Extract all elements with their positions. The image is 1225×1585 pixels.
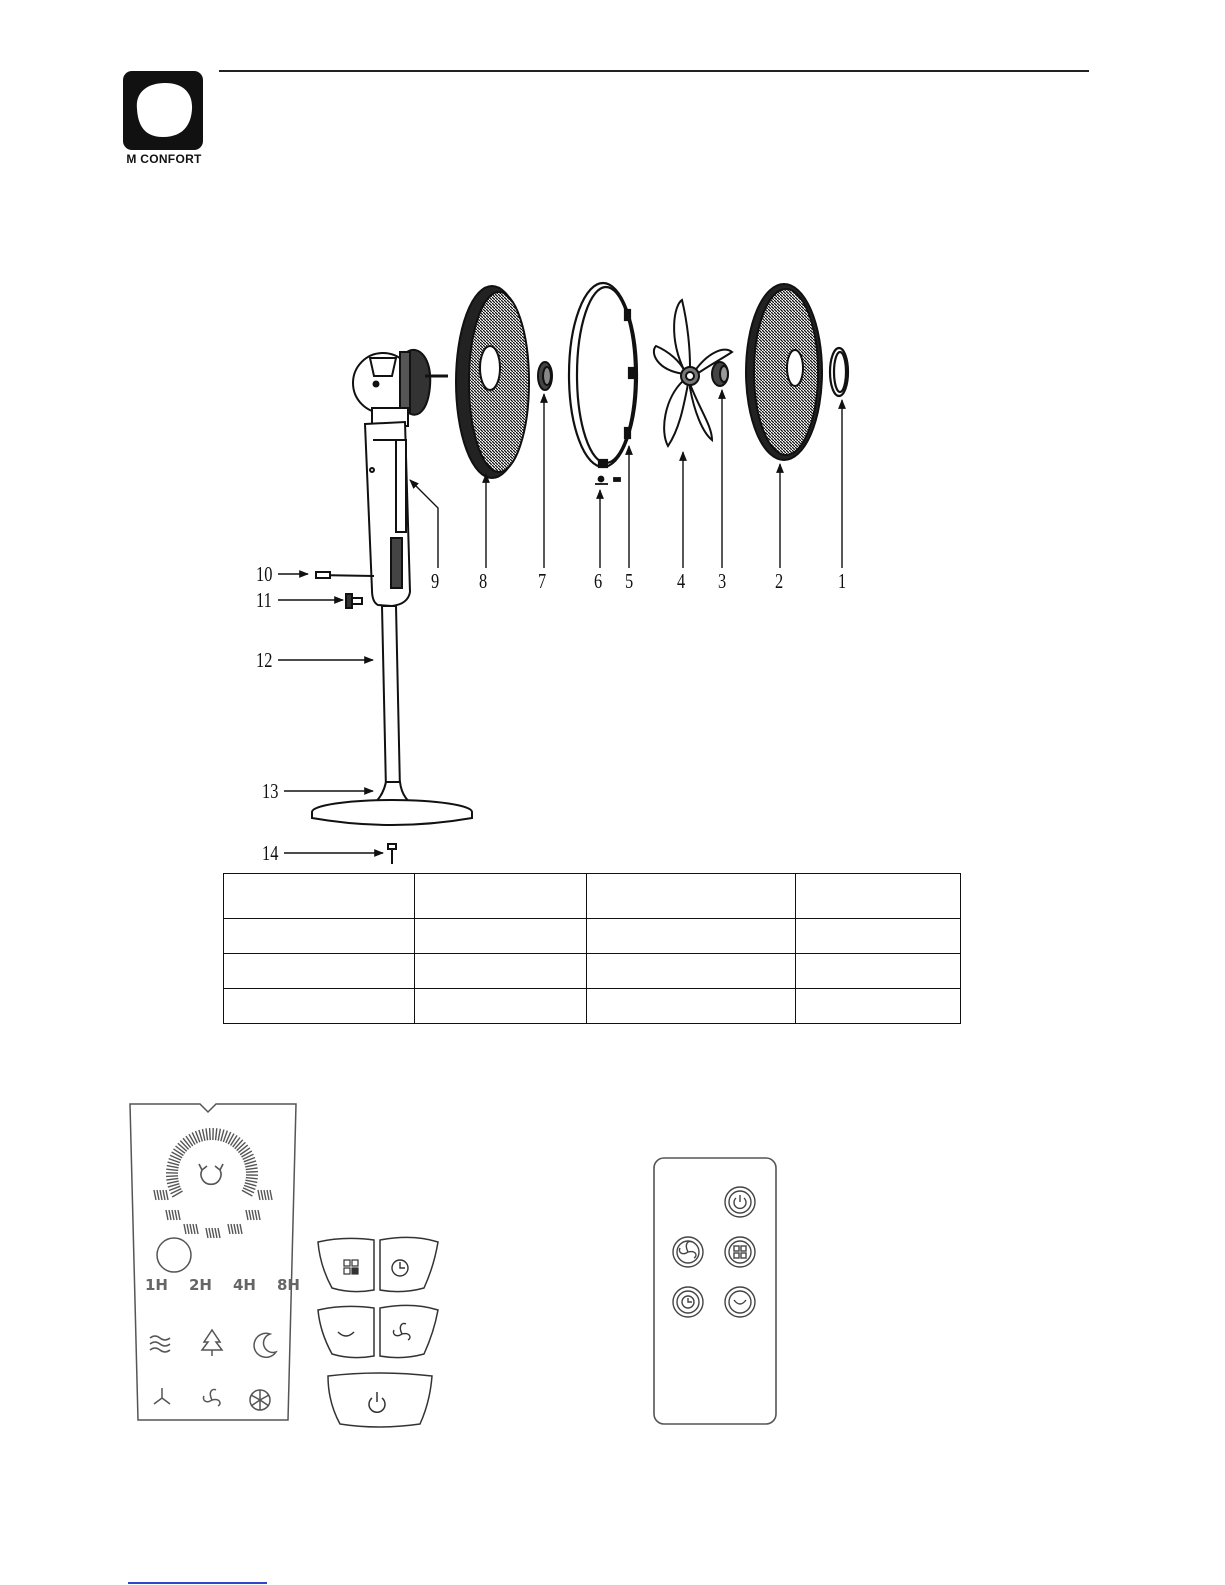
mode-button[interactable] bbox=[318, 1238, 374, 1291]
timer-1h[interactable]: 1H bbox=[145, 1276, 168, 1294]
callout-2: 2 bbox=[775, 569, 784, 593]
table-cell bbox=[415, 954, 587, 989]
remote-timer-button[interactable] bbox=[673, 1287, 703, 1317]
callout-3: 3 bbox=[718, 569, 727, 593]
table-cell bbox=[224, 919, 415, 954]
callout-11: 11 bbox=[256, 588, 272, 612]
table-cell bbox=[587, 989, 796, 1024]
callout-13: 13 bbox=[262, 779, 279, 803]
grill-ring bbox=[569, 283, 637, 467]
table-cell bbox=[415, 919, 587, 954]
table-row bbox=[224, 954, 961, 989]
brand-name: M CONFORT bbox=[126, 152, 202, 166]
remote-oscillate-button[interactable] bbox=[725, 1287, 755, 1317]
timer-labels bbox=[145, 1276, 300, 1294]
callout-1: 1 bbox=[838, 569, 847, 593]
dial-tick bbox=[246, 1172, 258, 1173]
table-cell bbox=[224, 954, 415, 989]
callout-7: 7 bbox=[538, 569, 547, 593]
base bbox=[312, 782, 472, 825]
pole bbox=[382, 606, 400, 790]
blade-nut bbox=[712, 362, 728, 386]
parts-table bbox=[223, 873, 961, 1024]
base-screw bbox=[388, 844, 396, 864]
table-row bbox=[224, 989, 961, 1024]
callout-5: 5 bbox=[625, 569, 634, 593]
tilt-knob bbox=[346, 594, 362, 608]
callout-6: 6 bbox=[594, 569, 603, 593]
timer-4h[interactable]: 4H bbox=[233, 1276, 256, 1294]
front-badge bbox=[830, 348, 848, 396]
table-cell bbox=[796, 919, 961, 954]
footer-link-underline bbox=[128, 1582, 267, 1584]
callout-10: 10 bbox=[256, 562, 273, 586]
grill-nut bbox=[538, 362, 552, 390]
callout-4: 4 bbox=[677, 569, 686, 593]
remote-power-button[interactable] bbox=[725, 1187, 755, 1217]
dial-tick bbox=[210, 1128, 211, 1140]
remote-speed-button[interactable] bbox=[673, 1237, 703, 1267]
callout-8: 8 bbox=[479, 569, 488, 593]
oscillate-button[interactable] bbox=[318, 1306, 374, 1357]
remote-control bbox=[652, 1156, 780, 1428]
remote-mode-button[interactable] bbox=[725, 1237, 755, 1267]
table-cell bbox=[587, 919, 796, 954]
table-cell bbox=[587, 874, 796, 919]
control-panel bbox=[120, 1098, 310, 1428]
upper-column bbox=[365, 422, 410, 606]
table-cell bbox=[796, 989, 961, 1024]
ring-clip bbox=[595, 477, 620, 485]
table-row bbox=[224, 919, 961, 954]
callout-14: 14 bbox=[262, 841, 279, 865]
timer-button[interactable] bbox=[380, 1237, 438, 1291]
power-button[interactable] bbox=[328, 1373, 432, 1427]
table-cell bbox=[587, 954, 796, 989]
button-pad bbox=[314, 1232, 444, 1432]
table-cell bbox=[224, 874, 415, 919]
callout-9: 9 bbox=[431, 569, 440, 593]
callout-12: 12 bbox=[256, 648, 273, 672]
dial-tick bbox=[166, 1176, 178, 1177]
table-cell bbox=[415, 874, 587, 919]
table-cell bbox=[796, 954, 961, 989]
table-cell bbox=[415, 989, 587, 1024]
table-cell bbox=[224, 989, 415, 1024]
rear-grill bbox=[456, 286, 529, 478]
front-grill bbox=[746, 284, 822, 460]
power-touch-button[interactable] bbox=[157, 1238, 191, 1272]
timer-2h[interactable]: 2H bbox=[189, 1276, 212, 1294]
speed-button[interactable] bbox=[380, 1305, 438, 1357]
table-cell bbox=[796, 874, 961, 919]
timer-8h[interactable]: 8H bbox=[277, 1276, 300, 1294]
power-cable bbox=[316, 572, 374, 578]
motor-head bbox=[353, 350, 448, 426]
table-row bbox=[224, 874, 961, 919]
leader-lines bbox=[278, 390, 842, 853]
